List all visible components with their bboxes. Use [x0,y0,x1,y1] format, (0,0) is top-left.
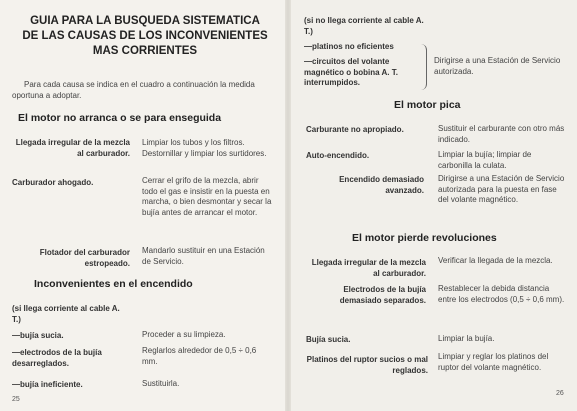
page-gutter [285,0,291,411]
remedy-cell: Limpiar la bujía; limpiar de carbonilla la culata. [438,150,532,170]
brace [420,44,427,90]
cause-cell: Carburador ahogado. [12,178,94,187]
cause-cell: —bujía ineficiente. [12,380,83,389]
cause-cell: Electrodos de la bujía demasiado separados. [339,285,426,305]
cause-cell: Flotador del carburador estropeado. [39,248,130,268]
remedy-cell: Limpiar los tubos y los filtros. Destornillar y limpiar los surtidores. [142,138,267,158]
title-line: GUIA PARA LA BUSQUEDA SISTEMATICA [30,15,260,27]
section-intro: (si no llega corriente al cable A. T.) [304,16,424,36]
section-heading-motor-pica: El motor pica [394,99,461,111]
remedy-cell: Dirigirse a una Estación de Servicio autorizada para la puesta en fase del volante magnético. [438,174,565,204]
page-number-left: 25 [12,396,20,403]
intro-paragraph: Para cada causa se indica en el cuadro a continuación la medida oportuna a adoptar. [12,80,255,100]
title-line: DE LAS CAUSAS DE LOS INCONVENIENTES [22,30,268,42]
page-number-right: 26 [556,390,564,397]
section-heading-pierde-revoluciones: El motor pierde revoluciones [352,232,497,244]
cause-cell: Encendido demasiado avanzado. [339,175,424,195]
remedy-cell: Cerrar el grifo de la mezcla, abrir todo el gas e insistir en la puesta en marcha, o bien desmontar y secar la bujía antes de arrancar el motor. [142,176,272,217]
remedy-cell: Sustituir el carburante con otro más indicado. [438,124,565,144]
cause-cell: —platinos no eficientes [304,42,394,51]
cause-cell: Carburante no apropiado. [306,125,404,134]
remedy-cell: Sustituirla. [142,379,180,388]
remedy-cell: Limpiar y reglar los platinos del ruptor del volante magnético. [438,352,549,372]
cause-cell: Llegada irregular de la mezcla al carburador. [311,258,426,278]
cause-cell: Bujía sucia. [306,335,351,344]
remedy-cell: Dirigirse a una Estación de Servicio autorizada. [434,56,561,76]
remedy-cell: Reglarlos alrededor de 0,5 ÷ 0,6 mm. [142,346,257,366]
page-title [10,14,280,59]
remedy-cell: Verificar la llegada de la mezcla. [438,256,553,265]
section-heading-encendido: Inconvenientes en el encendido [34,278,193,290]
cause-cell: —electrodos de la bujía desarreglados. [12,348,102,368]
section-heading-no-arranca: El motor no arranca o se para enseguida [18,112,222,124]
remedy-cell: Restablecer la debida distancia entre los electrodos (0,5 ÷ 0,6 mm). [438,284,565,304]
cause-cell: Auto-encendido. [306,151,370,160]
section-intro: (si llega corriente al cable A. T.) [12,304,120,324]
cause-cell: Llegada irregular de la mezcla al carburador. [15,138,130,158]
remedy-cell: Limpiar la bujía. [438,334,495,343]
remedy-cell: Proceder a su limpieza. [142,330,226,339]
title-line: MAS CORRIENTES [92,45,198,57]
cause-cell: —circuitos del volante magnético o bobina A. T. interrumpidos. [304,57,398,87]
remedy-cell: Mandarlo sustituir en una Estación de Servicio. [142,246,265,266]
cause-cell: Platinos del ruptor sucios o mal reglados. [306,355,428,375]
cause-cell: —bujía sucia. [12,331,64,340]
